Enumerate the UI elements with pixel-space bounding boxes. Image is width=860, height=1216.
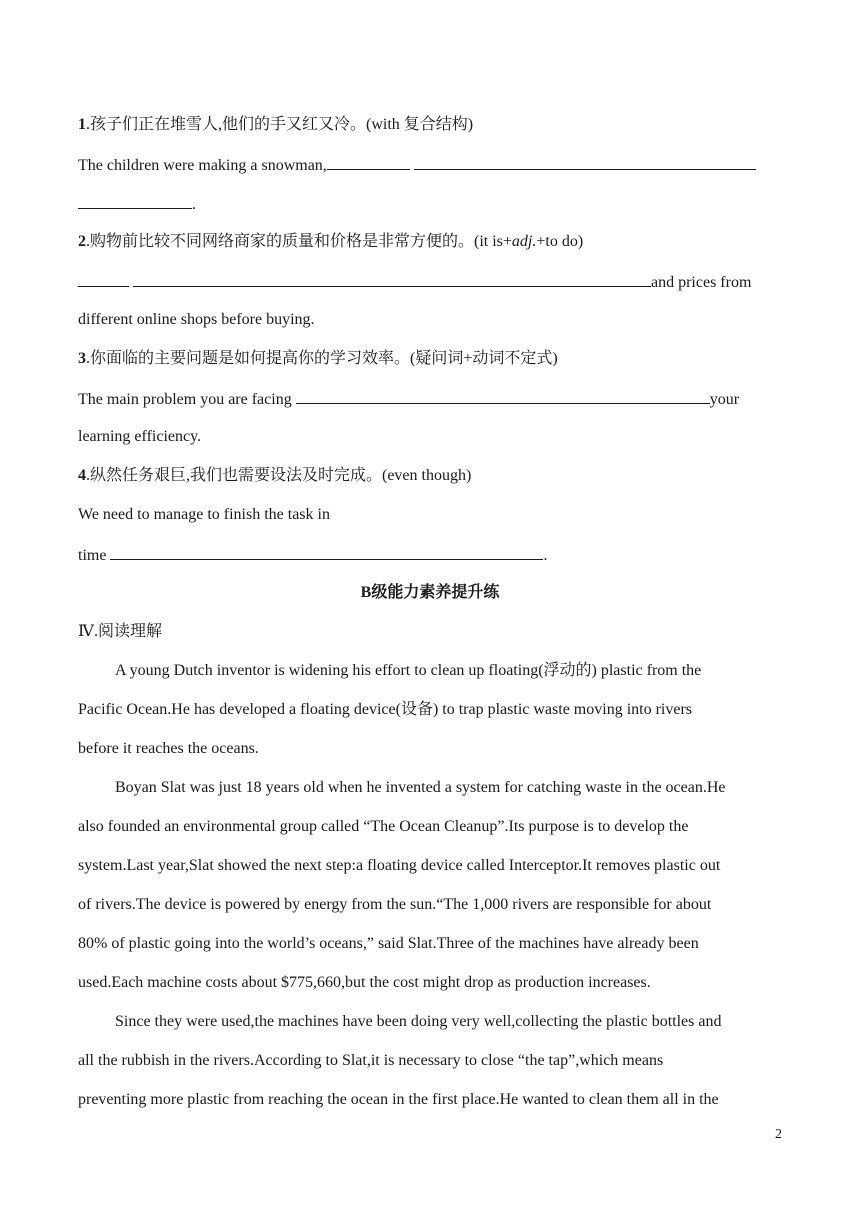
q1-answer-line-1 <box>78 152 782 176</box>
q3-answer-line-1 <box>78 386 782 410</box>
q4-blank-1[interactable] <box>110 542 543 560</box>
q1-blank-1[interactable] <box>327 152 410 170</box>
q1-number: 1 <box>78 116 86 133</box>
passage-line: before it reaches the oceans. <box>78 740 259 757</box>
q4-prompt-text: .纵然任务艰巨,我们也需要设法及时完成。(even though) <box>86 467 472 484</box>
q2-prompt-text-a: .购物前比较不同网络商家的质量和价格是非常方便的。(it is+ <box>86 233 512 250</box>
q2-prompt-adj: adj. <box>511 233 537 250</box>
q1-prompt-text: .孩子们正在堆雪人,他们的手又红又冷。(with 复合结构) <box>86 116 474 133</box>
passage-line: used.Each machine costs about $775,660,but the cost might drop as production increases. <box>78 974 651 991</box>
q3-prompt-text: .你面临的主要问题是如何提高你的学习效率。(疑问词+动词不定式) <box>86 350 558 367</box>
q2-sentence-end: and prices from <box>651 274 752 291</box>
q4-number: 4 <box>78 467 86 484</box>
q2-answer-line-1 <box>78 269 782 293</box>
q4-sentence-end: . <box>543 547 548 564</box>
q3-number: 3 <box>78 350 86 367</box>
passage-line: also founded an environmental group called “The Ocean Cleanup”.Its purpose is to develop the <box>78 818 689 835</box>
q3-sentence-start: The main problem you are facing <box>78 391 292 408</box>
q4-answer-line-2 <box>78 542 782 566</box>
q2-blank-1[interactable] <box>78 269 129 287</box>
part-title: Ⅳ.阅读理解 <box>78 623 162 640</box>
passage-line: A young Dutch inventor is widening his effort to clean up floating(浮动的) plastic from the <box>115 662 702 679</box>
passage-line: Boyan Slat was just 18 years old when he invented a system for catching waste in the ocean.He <box>115 779 726 796</box>
q2-blank-2[interactable] <box>133 269 651 287</box>
q2-answer-line-2: different online shops before buying. <box>78 311 315 328</box>
q1-blank-3[interactable] <box>78 191 192 209</box>
q2-number: 2 <box>78 233 86 250</box>
passage-line: Pacific Ocean.He has developed a floating device(设备) to trap plastic waste moving into rivers <box>78 701 693 718</box>
section-title: B级能力素养提升练 <box>360 584 500 601</box>
q3-blank-1[interactable] <box>296 386 710 404</box>
q4-answer-line-1: We need to manage to finish the task in <box>78 506 330 523</box>
q1-blank-2[interactable] <box>414 152 756 170</box>
q1-sentence-end: . <box>192 196 196 213</box>
q2-prompt-text-b: +to do) <box>536 233 584 250</box>
q2-prompt <box>78 230 782 254</box>
q4-sentence-start: time <box>78 547 107 564</box>
passage-line: 80% of plastic going into the world’s oceans,” said Slat.Three of the machines have already been <box>78 935 699 952</box>
q1-answer-line-2 <box>78 191 782 215</box>
q1-prompt <box>78 113 782 137</box>
q1-sentence-start: The children were making a snowman, <box>78 157 327 174</box>
passage-line: all the rubbish in the rivers.According to Slat,it is necessary to close “the tap”,which means <box>78 1052 664 1069</box>
q3-answer-line-2: learning efficiency. <box>78 428 202 445</box>
passage-line: preventing more plastic from reaching the ocean in the first place.He wanted to clean them all in the <box>78 1091 719 1108</box>
q4-prompt <box>78 464 782 488</box>
passage-line: system.Last year,Slat showed the next step:a floating device called Interceptor.It removes plastic out <box>78 857 721 874</box>
q3-sentence-end: your <box>709 391 740 408</box>
passage-line: of rivers.The device is powered by energy from the sun.“The 1,000 rivers are responsible for about <box>78 896 712 913</box>
page-number: 2 <box>775 1127 782 1142</box>
passage-line: Since they were used,the machines have been doing very well,collecting the plastic bottles and <box>115 1013 722 1030</box>
q3-prompt <box>78 347 782 371</box>
